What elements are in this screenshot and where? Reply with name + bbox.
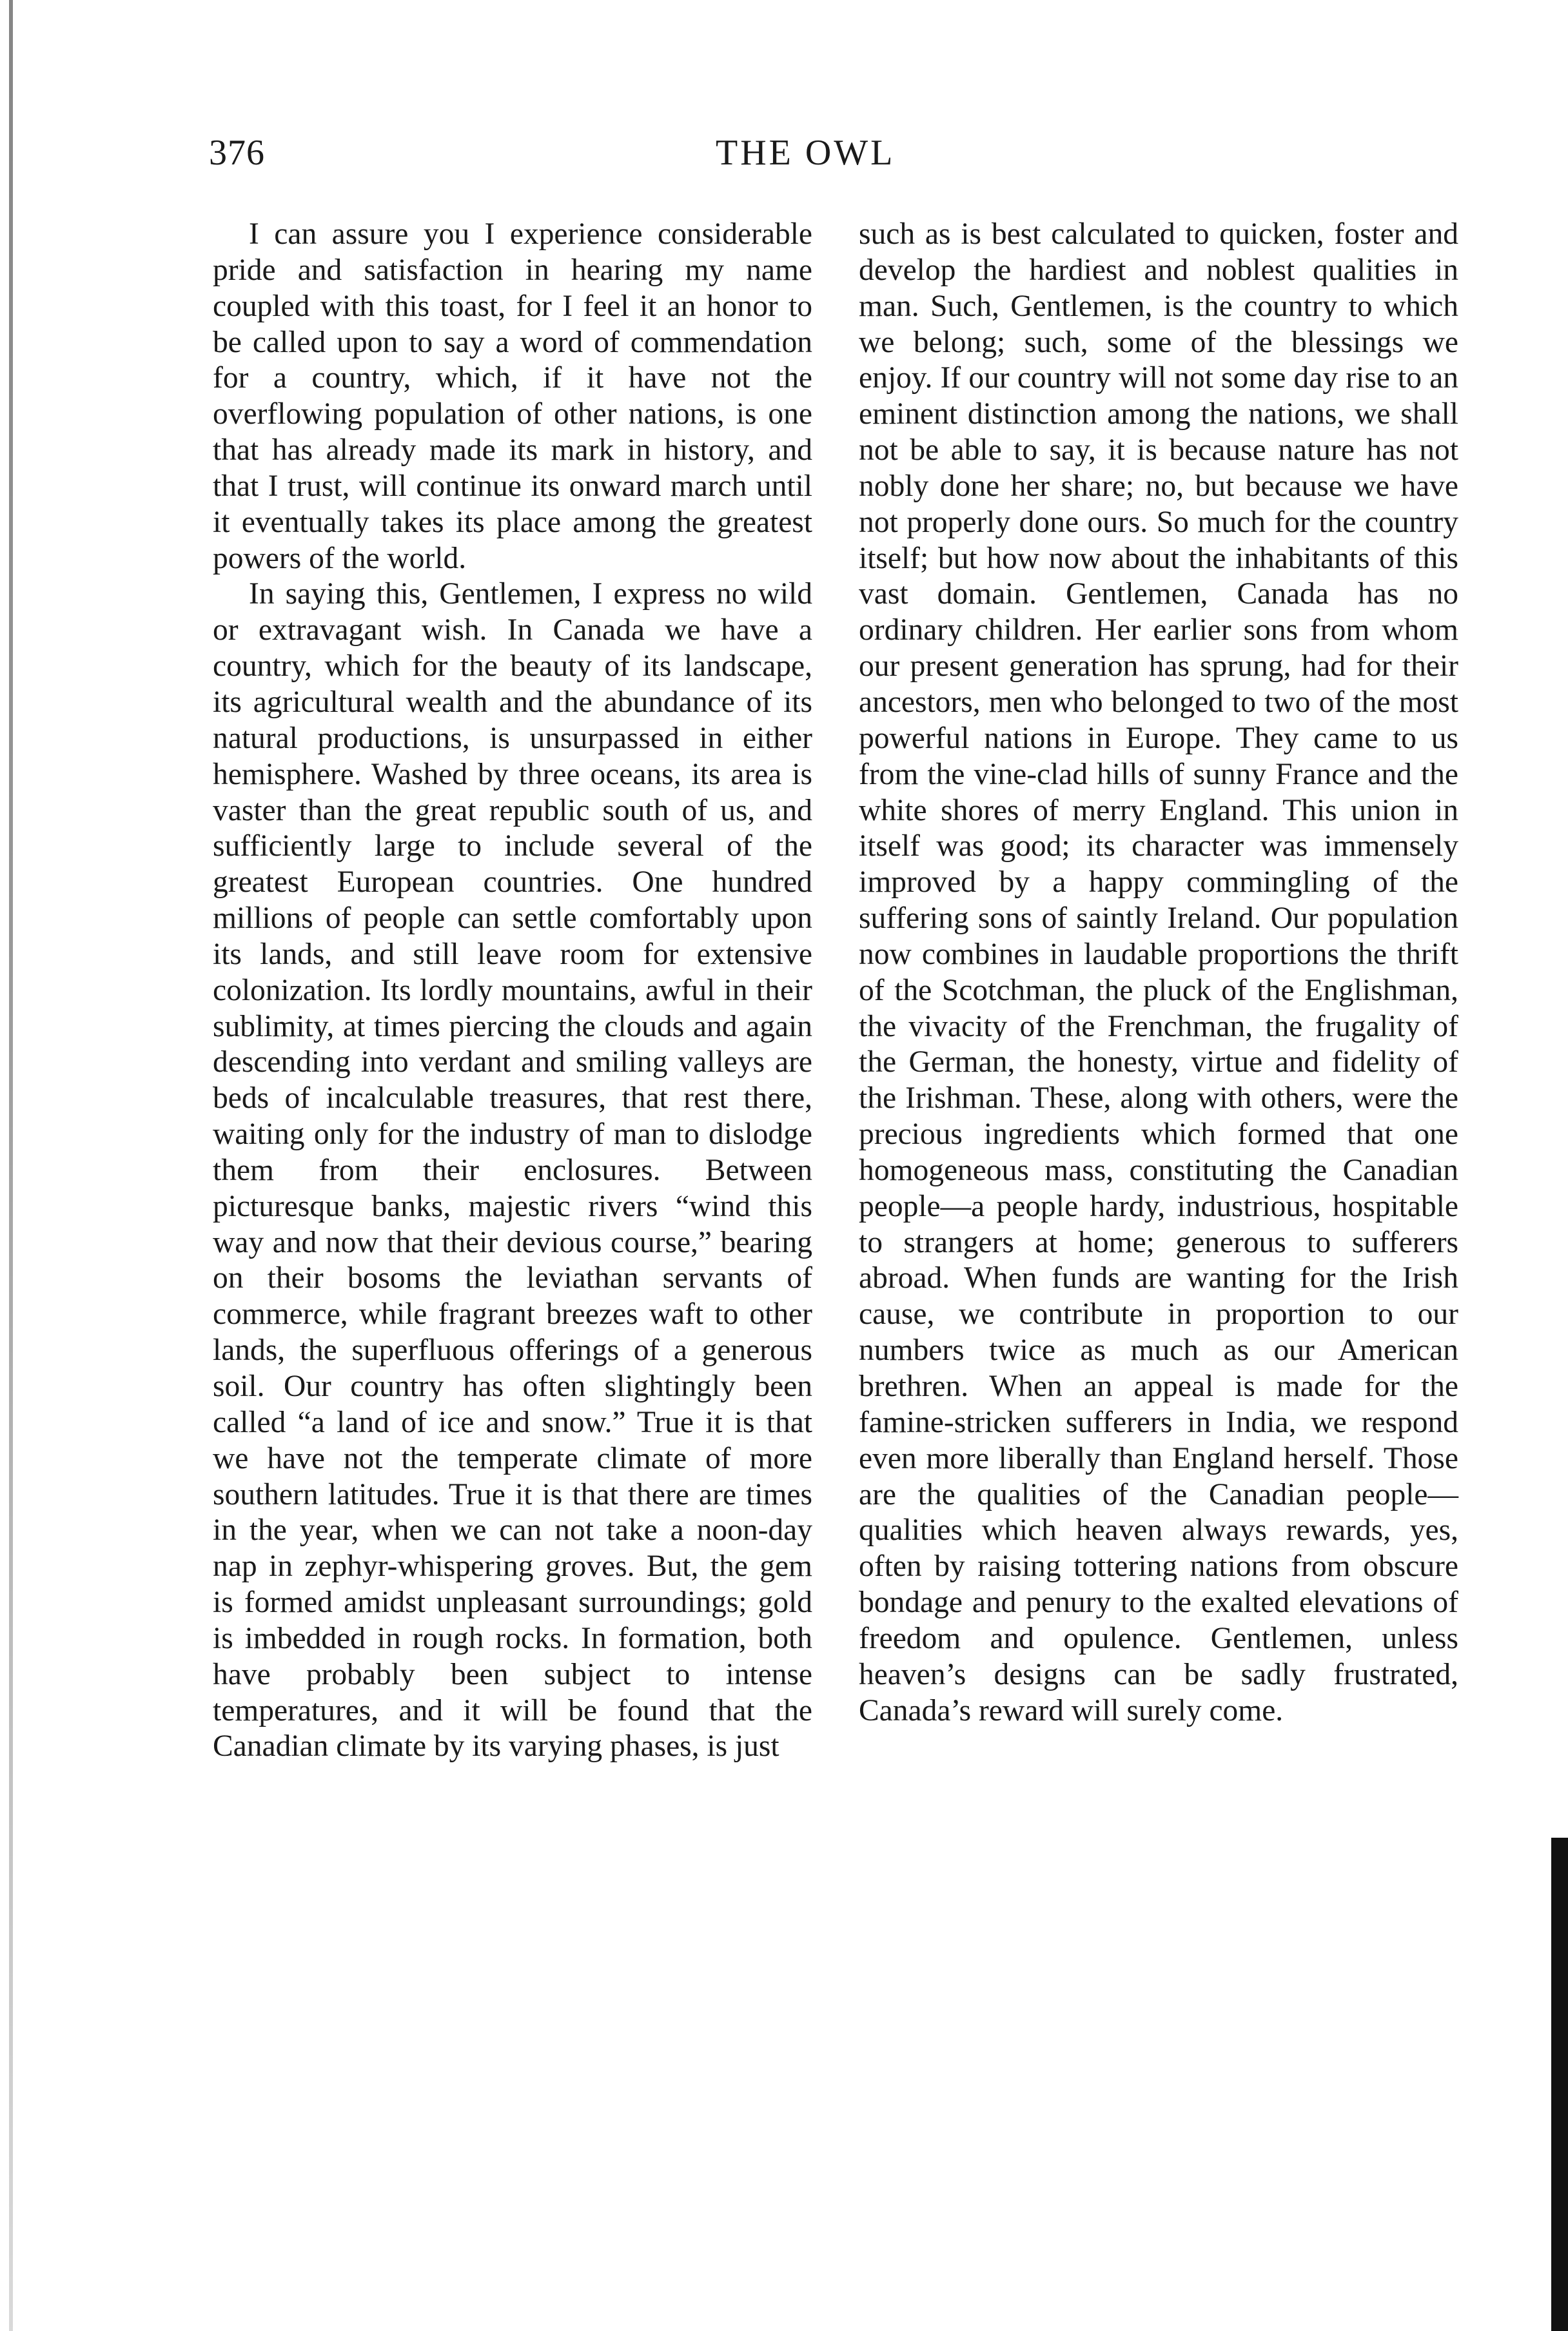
left-column — [213, 217, 812, 1765]
page-binding-edge — [9, 0, 13, 2331]
right-column — [859, 217, 1458, 1729]
left-paragraph-1: I can assure you I experience considerable pride and satisfaction in hearing my name coupled with this toast, for I feel it an honor to be called upon to say a word of commendation for a country, which, if it have not the overflowing population of other nations, is one that has already made its mark in history, and that I trust, will continue its onward march until it eventually takes its place among the greatest powers of the world. — [213, 217, 812, 575]
right-paragraph-1: such as is best calculated to quicken, foster and develop the hardiest and noblest qualities in man. Such, Gentlemen, is the country to which we belong; such, some of the blessings we enjoy. If our country will not some day rise to an eminent distinction among the nations, we shall not be able to say, it is because nature has not nobly done her share; no, but because we have not properly done ours. So much for the country itself; but how now about the inhabitants of this vast domain. Gentlemen, Canada has no ordinary children. Her earlier sons from whom our present generation has sprung, had for their ancestors, men who belonged to two of the most powerful nations in Europe. They came to us from the vine-clad hills of sunny France and the white shores of merry England. This union in itself was good; its character was immensely improved by a happy commingling of the suffering sons of saintly Ireland. Our population now combines in laudable proportions the thrift of the Scotchman, the pluck of the Englishman, the vivacity of the Frenchman, the frugality of the German, the honesty, virtue and fidelity of the Irishman. These, along with others, were the precious ingredients which formed that one homogeneous mass, constituting the Canadian people—a people hardy, industrious, hospitable to strangers at home; generous to sufferers abroad. When funds are wanting for the Irish cause, we contribute in proportion to our numbers twice as much as our American brethren. When an appeal is made for the famine-stricken sufferers in India, we respond even more liberally than England herself. Those are the qualities of the Canadian people—qualities which heaven always rewards, yes, often by raising tottering nations from obscure bondage and penury to the exalted elevations of freedom and opulence. Gentlemen, unless heaven’s designs can be sadly frustrated, Canada’s reward will surely come. — [859, 217, 1458, 1727]
running-title: THE OWL — [716, 133, 896, 173]
left-paragraph-2: In saying this, Gentlemen, I express no wild or extravagant wish. In Canada we have a country, which for the beauty of its landscape, its agricultural wealth and the abundance of its natural productions, is unsurpassed in either hemisphere. Washed by three oceans, its area is vaster than the great republic south of us, and sufficiently large to include several of the greatest European countries. One hundred millions of people can settle comfortably upon its lands, and still leave room for extensive colonization. Its lordly mountains, awful in their sublimity, at times piercing the clouds and again descending into verdant and smiling valleys are beds of incalculable treasures, that rest there, waiting only for the industry of man to dislodge them from their enclosures. Between picturesque banks, majestic rivers “wind this way and now that their devious course,” bearing on their bosoms the leviathan servants of commerce, while fragrant breezes waft to other lands, the superfluous offerings of a generous soil. Our country has often slightingly been called “a land of ice and snow.” True it is that we have not the temperate climate of more southern latitudes. True it is that there are times in the year, when we can not take a noon-day nap in zephyr-whispering groves. But, the gem is formed amidst unpleasant surroundings; gold is imbedded in rough rocks. In formation, both have probably been subject to intense temperatures, and it will be found that the Canadian climate by its varying phases, is just — [213, 577, 812, 1764]
page-number: 376 — [209, 133, 265, 173]
page-edge-shadow — [1551, 1838, 1568, 2331]
